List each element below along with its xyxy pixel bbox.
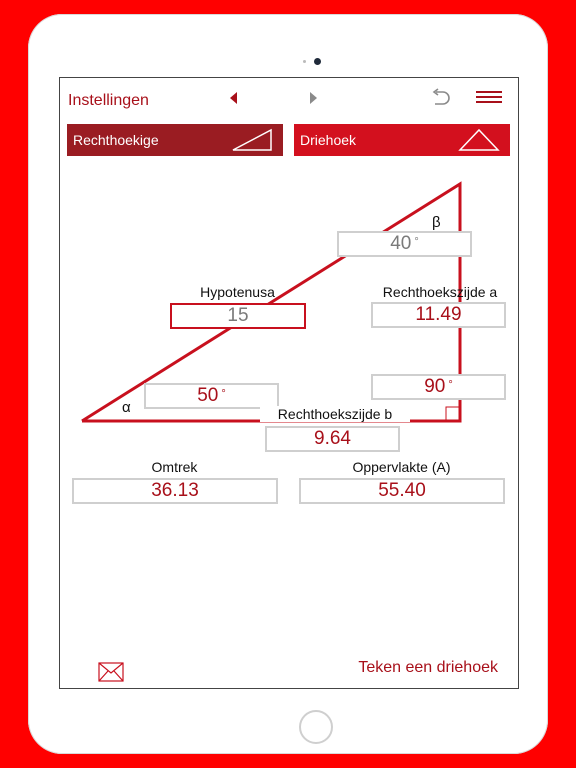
leg-a-value: 11.49	[415, 304, 462, 325]
perimeter-label: Omtrek	[151, 459, 198, 475]
angle-right-field[interactable]	[371, 374, 506, 400]
leg-a-label: Rechthoekszijde a	[382, 284, 498, 300]
degree-mark: °	[448, 379, 453, 391]
angle-alpha-field[interactable]	[144, 383, 279, 409]
leg-b-label: Rechthoekszijde b	[260, 406, 410, 422]
draw-triangle-link[interactable]: Teken een driehoek	[358, 659, 498, 676]
front-camera	[314, 58, 321, 65]
angle-right-value: 90	[424, 376, 446, 397]
leg-b-field[interactable]	[265, 426, 400, 452]
envelope-icon[interactable]	[98, 662, 124, 682]
hypotenuse-value: 15	[227, 305, 249, 326]
degree-mark: °	[414, 236, 419, 248]
leg-a-field[interactable]	[371, 302, 506, 328]
tab-triangle-label: Driehoek	[300, 132, 357, 148]
alpha-label: α	[122, 399, 131, 416]
area-value: 55.40	[378, 480, 426, 501]
area-label: Oppervlakte (A)	[352, 459, 451, 475]
beta-label: β	[432, 214, 441, 231]
area-field	[299, 478, 505, 504]
perimeter-field	[72, 478, 278, 504]
leg-b-value: 9.64	[314, 428, 351, 449]
app-screen	[60, 78, 518, 688]
home-button[interactable]	[299, 710, 333, 744]
settings-link[interactable]: Instellingen	[68, 92, 149, 109]
perimeter-value: 36.13	[151, 480, 199, 501]
hypotenuse-field[interactable]	[170, 303, 306, 329]
front-sensor	[303, 60, 306, 63]
degree-mark: °	[221, 388, 226, 400]
angle-beta-value: 40	[390, 233, 412, 254]
angle-alpha-value: 50	[197, 385, 219, 406]
hypotenuse-label: Hypotenusa	[200, 284, 275, 300]
tab-right-triangle-label: Rechthoekige	[73, 132, 159, 148]
angle-beta-field[interactable]	[337, 231, 472, 257]
